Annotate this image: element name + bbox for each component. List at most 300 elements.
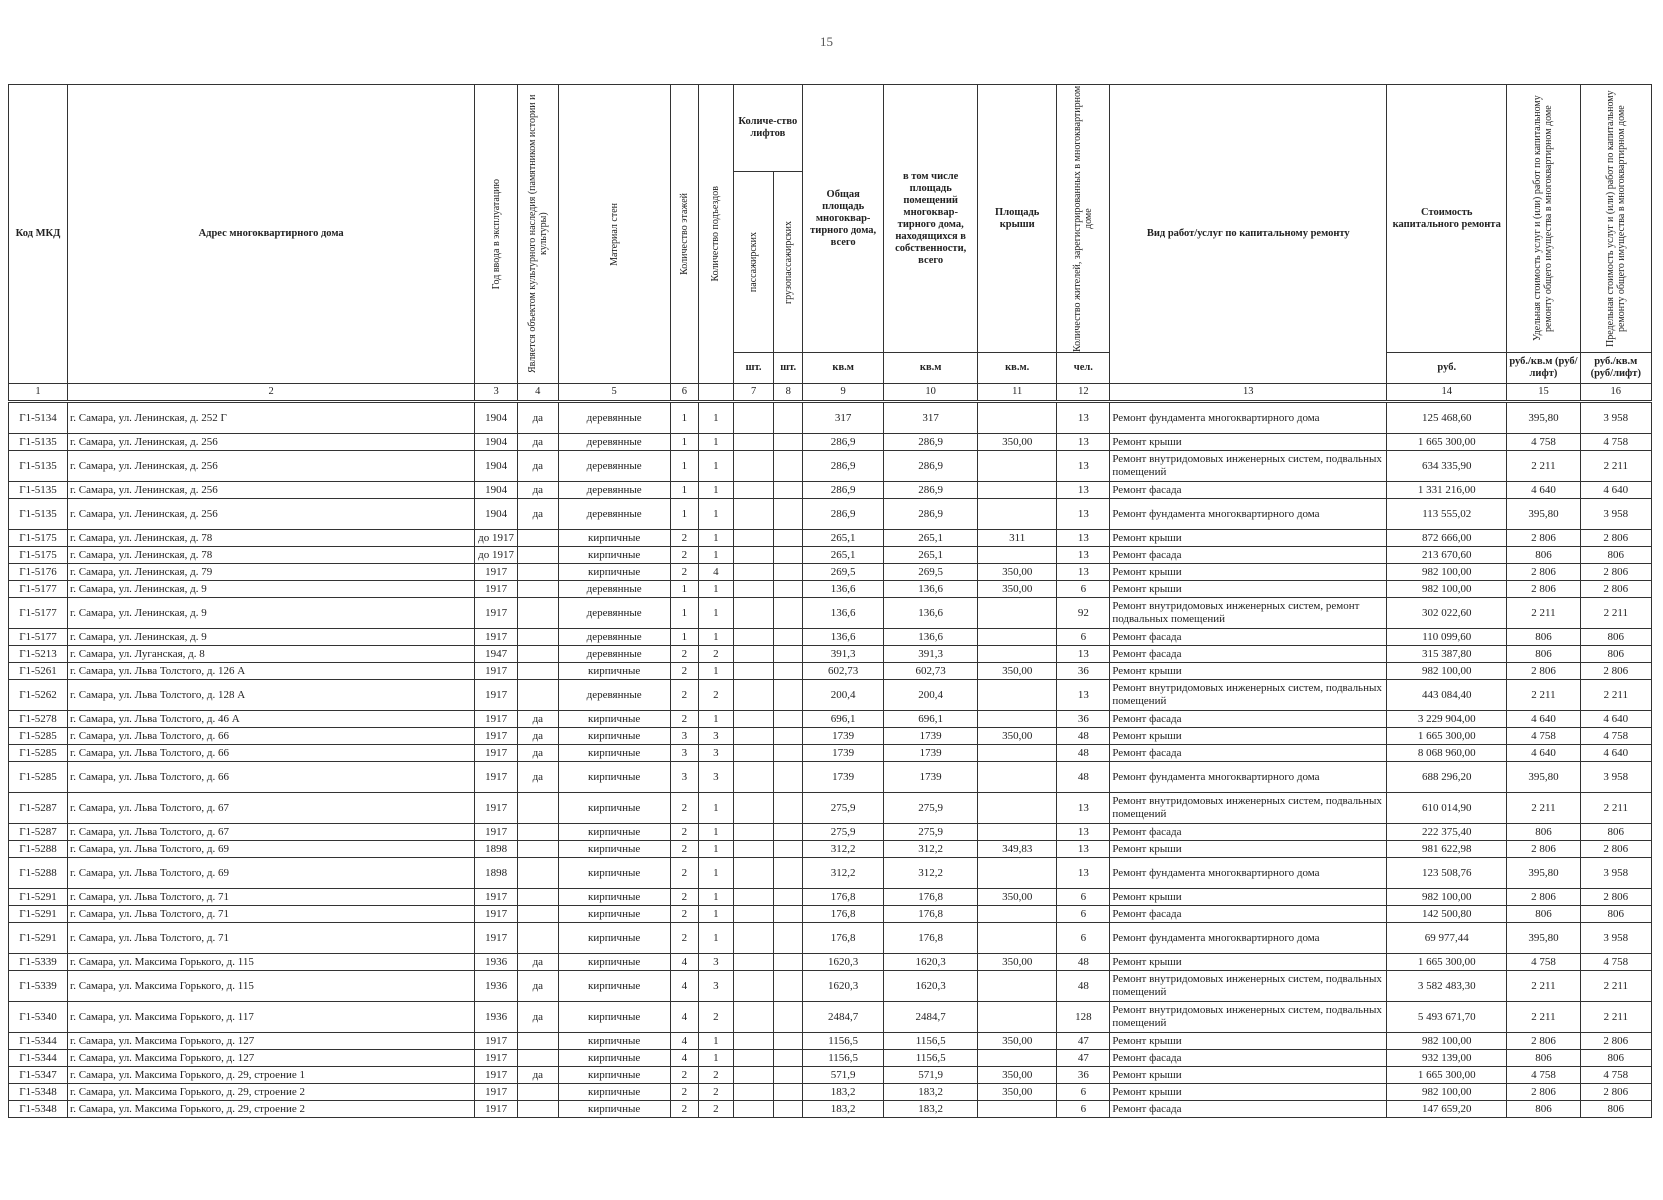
row-floors: 2: [670, 889, 699, 906]
row-cost: 142 500,80: [1387, 906, 1507, 923]
table-row: [9, 745, 1652, 762]
row-wall-material: кирпичные: [558, 663, 670, 680]
row-max-cost: 2 806: [1580, 663, 1651, 680]
unit-total-area: кв.м: [802, 353, 883, 384]
table-row: [9, 889, 1652, 906]
row-unit-cost: 2 211: [1507, 680, 1580, 711]
row-roof-area: [978, 482, 1057, 499]
row-address: г. Самара, ул. Максима Горького, д. 127: [68, 1050, 475, 1067]
row-heritage: да: [517, 482, 558, 499]
row-work-type: Ремонт внутридомовых инженерных систем, подвальных помещений: [1110, 680, 1387, 711]
row-year: 1917: [475, 1033, 518, 1050]
row-cost: 147 659,20: [1387, 1101, 1507, 1118]
row-work-type: Ремонт внутридомовых инженерных систем, подвальных помещений: [1110, 793, 1387, 824]
row-heritage: [517, 824, 558, 841]
row-unit-cost: 4 758: [1507, 954, 1580, 971]
row-max-cost: 3 958: [1580, 402, 1651, 434]
row-lifts-passenger: [733, 954, 774, 971]
row-lifts-passenger: [733, 482, 774, 499]
row-residents: 6: [1057, 889, 1110, 906]
row-lifts-passenger: [733, 745, 774, 762]
row-address: г. Самара, ул. Максима Горького, д. 115: [68, 971, 475, 1002]
row-residents: 13: [1057, 680, 1110, 711]
row-roof-area: [978, 547, 1057, 564]
column-number: [699, 384, 734, 402]
row-lifts-cargo: [774, 1067, 803, 1084]
row-total-area: 312,2: [802, 841, 883, 858]
row-code: Г1-5339: [9, 954, 68, 971]
row-wall-material: кирпичные: [558, 530, 670, 547]
row-residents: 13: [1057, 434, 1110, 451]
row-cost: 1 665 300,00: [1387, 954, 1507, 971]
row-lifts-cargo: [774, 923, 803, 954]
row-year: 1917: [475, 663, 518, 680]
row-residents: 13: [1057, 646, 1110, 663]
row-address: г. Самара, ул. Максима Горького, д. 117: [68, 1002, 475, 1033]
row-lifts-passenger: [733, 646, 774, 663]
row-residents: 6: [1057, 906, 1110, 923]
row-heritage: [517, 1084, 558, 1101]
row-year: 1898: [475, 841, 518, 858]
row-roof-area: 350,00: [978, 954, 1057, 971]
table-row: [9, 1002, 1652, 1033]
row-code: Г1-5287: [9, 793, 68, 824]
row-residents: 13: [1057, 793, 1110, 824]
row-wall-material: кирпичные: [558, 889, 670, 906]
row-address: г. Самара, ул. Ленинская, д. 256: [68, 451, 475, 482]
row-address: г. Самара, ул. Ленинская, д. 78: [68, 530, 475, 547]
row-heritage: [517, 793, 558, 824]
row-lifts-cargo: [774, 434, 803, 451]
row-cost: 302 022,60: [1387, 598, 1507, 629]
row-max-cost: 4 758: [1580, 434, 1651, 451]
row-lifts-passenger: [733, 564, 774, 581]
row-work-type: Ремонт крыши: [1110, 663, 1387, 680]
table-row: [9, 1067, 1652, 1084]
row-max-cost: 2 211: [1580, 1002, 1651, 1033]
row-unit-cost: 806: [1507, 906, 1580, 923]
row-code: Г1-5213: [9, 646, 68, 663]
row-total-area: 286,9: [802, 451, 883, 482]
row-roof-area: [978, 923, 1057, 954]
header-floors: Количество этажей: [670, 85, 699, 384]
table-row: [9, 923, 1652, 954]
row-unit-cost: 2 806: [1507, 530, 1580, 547]
row-floors: 3: [670, 762, 699, 793]
row-address: г. Самара, ул. Ленинская, д. 256: [68, 434, 475, 451]
row-roof-area: 350,00: [978, 1067, 1057, 1084]
table-row: [9, 793, 1652, 824]
row-max-cost: 2 806: [1580, 889, 1651, 906]
column-number: 6: [670, 384, 699, 402]
row-lifts-cargo: [774, 1050, 803, 1067]
row-owned-area: 312,2: [884, 841, 978, 858]
row-entrances: 1: [699, 889, 734, 906]
row-total-area: 1739: [802, 745, 883, 762]
row-cost: 125 468,60: [1387, 402, 1507, 434]
row-year: 1936: [475, 971, 518, 1002]
row-max-cost: 2 211: [1580, 971, 1651, 1002]
row-code: Г1-5347: [9, 1067, 68, 1084]
row-year: 1917: [475, 1050, 518, 1067]
row-unit-cost: 806: [1507, 824, 1580, 841]
row-entrances: 3: [699, 762, 734, 793]
row-code: Г1-5135: [9, 499, 68, 530]
row-max-cost: 806: [1580, 906, 1651, 923]
row-lifts-passenger: [733, 434, 774, 451]
row-heritage: [517, 598, 558, 629]
row-code: Г1-5344: [9, 1050, 68, 1067]
row-heritage: да: [517, 762, 558, 793]
row-floors: 2: [670, 564, 699, 581]
row-owned-area: 176,8: [884, 889, 978, 906]
row-owned-area: 312,2: [884, 858, 978, 889]
row-residents: 36: [1057, 711, 1110, 728]
row-max-cost: 2 806: [1580, 1033, 1651, 1050]
row-unit-cost: 806: [1507, 629, 1580, 646]
row-address: г. Самара, ул. Льва Толстого, д. 66: [68, 745, 475, 762]
row-code: Г1-5291: [9, 923, 68, 954]
row-roof-area: 311: [978, 530, 1057, 547]
row-floors: 2: [670, 711, 699, 728]
row-lifts-cargo: [774, 646, 803, 663]
row-entrances: 2: [699, 680, 734, 711]
row-max-cost: 806: [1580, 646, 1651, 663]
row-work-type: Ремонт внутридомовых инженерных систем, подвальных помещений: [1110, 451, 1387, 482]
row-max-cost: 3 958: [1580, 858, 1651, 889]
table-row: [9, 841, 1652, 858]
row-max-cost: 2 211: [1580, 680, 1651, 711]
table-row: [9, 906, 1652, 923]
row-heritage: [517, 629, 558, 646]
row-heritage: [517, 906, 558, 923]
row-year: до 1917: [475, 547, 518, 564]
row-work-type: Ремонт крыши: [1110, 564, 1387, 581]
row-wall-material: кирпичные: [558, 906, 670, 923]
row-work-type: Ремонт фасада: [1110, 547, 1387, 564]
row-year: 1917: [475, 581, 518, 598]
unit-unit-cost: руб./кв.м (руб/лифт): [1507, 353, 1580, 384]
row-max-cost: 4 758: [1580, 728, 1651, 745]
row-owned-area: 1620,3: [884, 971, 978, 1002]
row-cost: 688 296,20: [1387, 762, 1507, 793]
capital-repair-table: [8, 84, 1652, 1118]
row-work-type: Ремонт крыши: [1110, 530, 1387, 547]
table-row: [9, 451, 1652, 482]
row-lifts-cargo: [774, 402, 803, 434]
repair-table-container: [8, 84, 1652, 1118]
row-cost: 8 068 960,00: [1387, 745, 1507, 762]
row-total-area: 275,9: [802, 824, 883, 841]
row-work-type: Ремонт фасада: [1110, 824, 1387, 841]
row-floors: 2: [670, 1101, 699, 1118]
row-entrances: 3: [699, 745, 734, 762]
row-entrances: 1: [699, 581, 734, 598]
row-residents: 48: [1057, 762, 1110, 793]
header-entrances: Количество подъездов: [699, 85, 734, 384]
row-lifts-cargo: [774, 451, 803, 482]
row-entrances: 1: [699, 824, 734, 841]
table-row: [9, 547, 1652, 564]
row-heritage: да: [517, 499, 558, 530]
row-residents: 48: [1057, 971, 1110, 1002]
row-residents: 13: [1057, 499, 1110, 530]
row-wall-material: кирпичные: [558, 1002, 670, 1033]
row-work-type: Ремонт фундамента многоквартирного дома: [1110, 402, 1387, 434]
row-work-type: Ремонт фундамента многоквартирного дома: [1110, 858, 1387, 889]
table-row: [9, 680, 1652, 711]
row-floors: 2: [670, 793, 699, 824]
row-address: г. Самара, ул. Льва Толстого, д. 128 А: [68, 680, 475, 711]
row-heritage: [517, 1101, 558, 1118]
row-roof-area: 350,00: [978, 889, 1057, 906]
row-wall-material: кирпичные: [558, 1067, 670, 1084]
row-lifts-passenger: [733, 1002, 774, 1033]
row-lifts-cargo: [774, 858, 803, 889]
row-code: Г1-5261: [9, 663, 68, 680]
row-lifts-passenger: [733, 923, 774, 954]
row-owned-area: 317: [884, 402, 978, 434]
row-wall-material: кирпичные: [558, 1033, 670, 1050]
row-residents: 36: [1057, 663, 1110, 680]
row-total-area: 1620,3: [802, 971, 883, 1002]
row-code: Г1-5177: [9, 598, 68, 629]
row-code: Г1-5278: [9, 711, 68, 728]
row-max-cost: 806: [1580, 547, 1651, 564]
row-residents: 128: [1057, 1002, 1110, 1033]
table-body: [9, 402, 1652, 1118]
row-total-area: 1739: [802, 728, 883, 745]
row-roof-area: [978, 1050, 1057, 1067]
row-year: 1898: [475, 858, 518, 889]
row-residents: 92: [1057, 598, 1110, 629]
column-number: 3: [475, 384, 518, 402]
row-unit-cost: 806: [1507, 1101, 1580, 1118]
header-total-area: Общая площадь многоквар-тирного дома, всего: [802, 85, 883, 353]
row-floors: 1: [670, 598, 699, 629]
row-work-type: Ремонт фундамента многоквартирного дома: [1110, 923, 1387, 954]
row-cost: 932 139,00: [1387, 1050, 1507, 1067]
row-lifts-passenger: [733, 629, 774, 646]
row-roof-area: [978, 971, 1057, 1002]
row-floors: 2: [670, 680, 699, 711]
row-entrances: 1: [699, 402, 734, 434]
row-max-cost: 4 640: [1580, 745, 1651, 762]
row-work-type: Ремонт внутридомовых инженерных систем, подвальных помещений: [1110, 971, 1387, 1002]
row-year: 1904: [475, 482, 518, 499]
header-residents: Количество жителей, зарегистрированных в многоквартирном доме: [1057, 85, 1110, 353]
row-lifts-passenger: [733, 1067, 774, 1084]
row-heritage: да: [517, 745, 558, 762]
header-code: Код МКД: [9, 85, 68, 384]
row-unit-cost: 2 806: [1507, 1033, 1580, 1050]
row-unit-cost: 395,80: [1507, 858, 1580, 889]
row-address: г. Самара, ул. Ленинская, д. 256: [68, 499, 475, 530]
row-address: г. Самара, ул. Ленинская, д. 252 Г: [68, 402, 475, 434]
row-wall-material: кирпичные: [558, 564, 670, 581]
row-address: г. Самара, ул. Ленинская, д. 256: [68, 482, 475, 499]
header-lifts-cargo: грузопассажирских: [774, 172, 803, 353]
row-heritage: да: [517, 971, 558, 1002]
row-total-area: 696,1: [802, 711, 883, 728]
row-heritage: [517, 530, 558, 547]
row-lifts-cargo: [774, 1101, 803, 1118]
row-lifts-cargo: [774, 663, 803, 680]
column-number: 7: [733, 384, 774, 402]
row-year: 1917: [475, 824, 518, 841]
row-year: 1917: [475, 629, 518, 646]
row-work-type: Ремонт фасада: [1110, 1050, 1387, 1067]
column-numbers-row: [9, 384, 1652, 402]
row-total-area: 391,3: [802, 646, 883, 663]
row-lifts-cargo: [774, 762, 803, 793]
row-unit-cost: 806: [1507, 547, 1580, 564]
table-row: [9, 954, 1652, 971]
row-total-area: 265,1: [802, 547, 883, 564]
row-lifts-passenger: [733, 906, 774, 923]
row-lifts-cargo: [774, 680, 803, 711]
row-roof-area: 350,00: [978, 1033, 1057, 1050]
row-heritage: да: [517, 1067, 558, 1084]
table-row: [9, 629, 1652, 646]
row-code: Г1-5285: [9, 728, 68, 745]
row-lifts-cargo: [774, 482, 803, 499]
row-residents: 13: [1057, 564, 1110, 581]
table-row: [9, 499, 1652, 530]
row-address: г. Самара, ул. Максима Горького, д. 29, строение 2: [68, 1084, 475, 1101]
row-unit-cost: 2 211: [1507, 451, 1580, 482]
row-lifts-passenger: [733, 858, 774, 889]
row-residents: 48: [1057, 728, 1110, 745]
row-max-cost: 2 806: [1580, 564, 1651, 581]
header-works: Вид работ/услуг по капитальному ремонту: [1110, 85, 1387, 384]
row-owned-area: 176,8: [884, 906, 978, 923]
row-total-area: 183,2: [802, 1101, 883, 1118]
table-row: [9, 581, 1652, 598]
row-code: Г1-5285: [9, 745, 68, 762]
row-cost: 1 665 300,00: [1387, 728, 1507, 745]
row-owned-area: 2484,7: [884, 1002, 978, 1033]
row-entrances: 3: [699, 728, 734, 745]
row-heritage: да: [517, 711, 558, 728]
row-address: г. Самара, ул. Льва Толстого, д. 46 А: [68, 711, 475, 728]
row-residents: 13: [1057, 841, 1110, 858]
row-lifts-cargo: [774, 954, 803, 971]
row-floors: 2: [670, 906, 699, 923]
row-year: 1947: [475, 646, 518, 663]
row-entrances: 1: [699, 482, 734, 499]
row-code: Г1-5134: [9, 402, 68, 434]
row-unit-cost: 2 806: [1507, 841, 1580, 858]
header-year: Год ввода в эксплуатацию: [475, 85, 518, 384]
row-roof-area: 350,00: [978, 663, 1057, 680]
row-year: 1917: [475, 564, 518, 581]
header-lifts: Количе-ство лифтов: [733, 85, 802, 172]
row-entrances: 3: [699, 971, 734, 1002]
row-roof-area: [978, 451, 1057, 482]
row-floors: 2: [670, 824, 699, 841]
column-number: 12: [1057, 384, 1110, 402]
unit-roof-area: кв.м.: [978, 353, 1057, 384]
row-floors: 2: [670, 646, 699, 663]
table-row: [9, 482, 1652, 499]
row-unit-cost: 395,80: [1507, 923, 1580, 954]
row-lifts-passenger: [733, 663, 774, 680]
table-row: [9, 564, 1652, 581]
row-roof-area: [978, 629, 1057, 646]
row-lifts-passenger: [733, 598, 774, 629]
row-owned-area: 1739: [884, 728, 978, 745]
row-cost: 113 555,02: [1387, 499, 1507, 530]
row-work-type: Ремонт фасада: [1110, 646, 1387, 663]
row-address: г. Самара, ул. Льва Толстого, д. 71: [68, 923, 475, 954]
row-address: г. Самара, ул. Льва Толстого, д. 67: [68, 824, 475, 841]
row-wall-material: деревянные: [558, 482, 670, 499]
row-entrances: 1: [699, 451, 734, 482]
row-lifts-cargo: [774, 824, 803, 841]
row-entrances: 1: [699, 906, 734, 923]
row-work-type: Ремонт крыши: [1110, 581, 1387, 598]
row-work-type: Ремонт фундамента многоквартирного дома: [1110, 499, 1387, 530]
unit-lifts-passenger: шт.: [733, 353, 774, 384]
table-row: [9, 711, 1652, 728]
row-max-cost: 2 806: [1580, 841, 1651, 858]
row-roof-area: 350,00: [978, 1084, 1057, 1101]
row-owned-area: 265,1: [884, 547, 978, 564]
table-row: [9, 530, 1652, 547]
row-cost: 222 375,40: [1387, 824, 1507, 841]
row-floors: 2: [670, 923, 699, 954]
row-unit-cost: 4 640: [1507, 482, 1580, 499]
row-roof-area: 350,00: [978, 581, 1057, 598]
row-address: г. Самара, ул. Льва Толстого, д. 66: [68, 728, 475, 745]
table-row: [9, 663, 1652, 680]
row-owned-area: 183,2: [884, 1084, 978, 1101]
row-owned-area: 1739: [884, 762, 978, 793]
row-owned-area: 176,8: [884, 923, 978, 954]
row-floors: 2: [670, 547, 699, 564]
row-code: Г1-5288: [9, 841, 68, 858]
row-lifts-cargo: [774, 971, 803, 1002]
row-max-cost: 3 958: [1580, 499, 1651, 530]
row-code: Г1-5344: [9, 1033, 68, 1050]
row-residents: 48: [1057, 954, 1110, 971]
column-number: 2: [68, 384, 475, 402]
row-code: Г1-5175: [9, 530, 68, 547]
header-address: Адрес многоквартирного дома: [68, 85, 475, 384]
row-unit-cost: 2 806: [1507, 889, 1580, 906]
row-lifts-passenger: [733, 762, 774, 793]
column-number: 1: [9, 384, 68, 402]
row-unit-cost: 2 211: [1507, 598, 1580, 629]
row-total-area: 317: [802, 402, 883, 434]
row-unit-cost: 2 806: [1507, 663, 1580, 680]
row-cost: 982 100,00: [1387, 581, 1507, 598]
row-total-area: 2484,7: [802, 1002, 883, 1033]
row-cost: 982 100,00: [1387, 1033, 1507, 1050]
row-work-type: Ремонт фасада: [1110, 906, 1387, 923]
row-unit-cost: 4 758: [1507, 434, 1580, 451]
row-entrances: 1: [699, 923, 734, 954]
row-wall-material: кирпичные: [558, 923, 670, 954]
row-heritage: [517, 1050, 558, 1067]
header-roof-area: Площадь крыши: [978, 85, 1057, 353]
table-header: [9, 85, 1652, 402]
row-floors: 4: [670, 1002, 699, 1033]
row-entrances: 2: [699, 1002, 734, 1033]
column-number: 15: [1507, 384, 1580, 402]
row-unit-cost: 4 758: [1507, 1067, 1580, 1084]
